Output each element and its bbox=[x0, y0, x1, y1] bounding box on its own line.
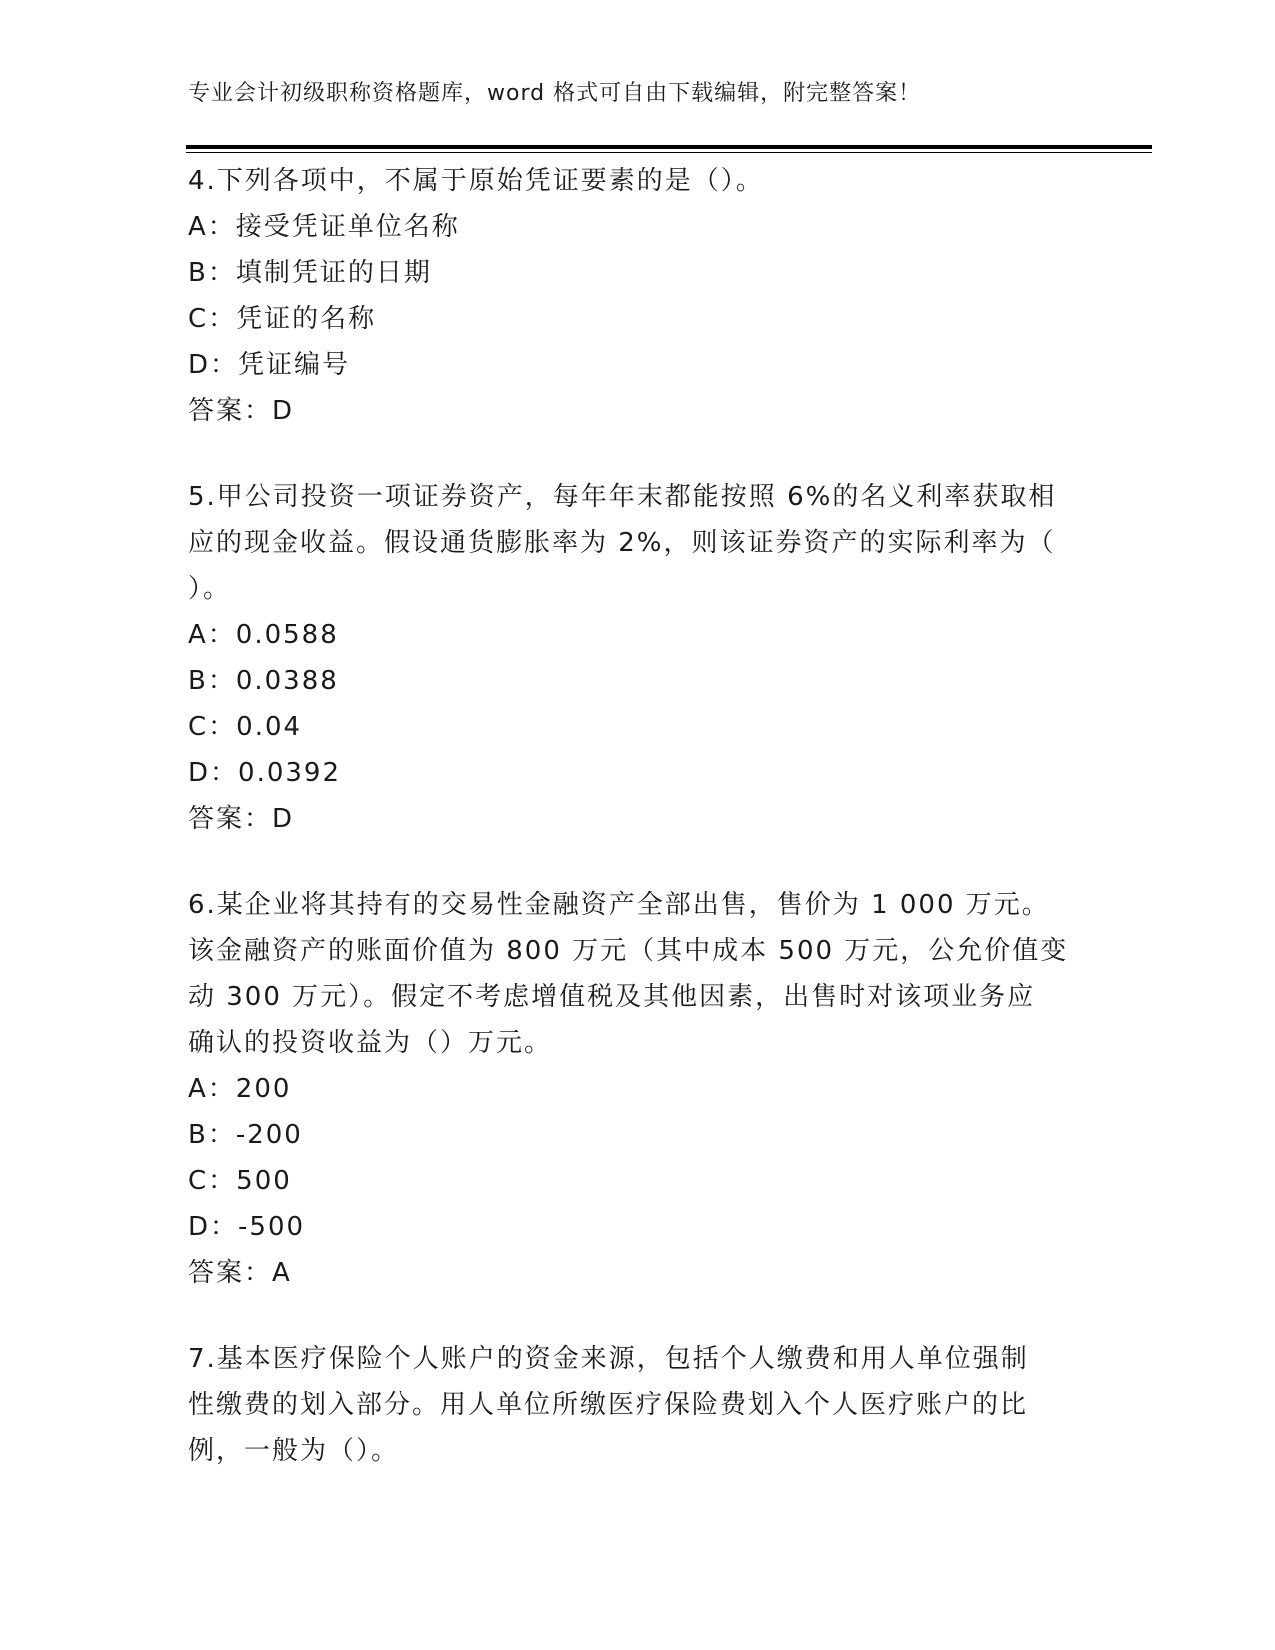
answer-option: C：凭证的名称 bbox=[188, 304, 377, 334]
header-rule-thin bbox=[186, 152, 1152, 153]
question-stem bbox=[188, 158, 1058, 204]
question-stem-line: ）。 bbox=[188, 574, 232, 604]
answer-option: C：500 bbox=[188, 1166, 292, 1196]
question-block bbox=[188, 158, 1058, 434]
question-stem-line: 5.甲公司投资一项证券资产，每年年末都能按照 6%的名义利率获取相 bbox=[188, 482, 1057, 512]
question-stem-line: 例，一般为（）。 bbox=[188, 1436, 400, 1466]
answer-key: 答案：A bbox=[188, 1258, 292, 1288]
header-rule-thick bbox=[186, 145, 1152, 149]
question-stem bbox=[188, 474, 1058, 612]
answer-option: A：接受凭证单位名称 bbox=[188, 212, 460, 242]
page-header: 专业会计初级职称资格题库，word 格式可自由下载编辑，附完整答案！ bbox=[188, 81, 922, 106]
answer-option: B：填制凭证的日期 bbox=[188, 258, 432, 288]
answer-key: 答案：D bbox=[188, 396, 295, 426]
question-spacer bbox=[188, 434, 1058, 474]
question-list bbox=[188, 158, 1069, 1474]
question-stem-line: 该金融资产的账面价值为 800 万元（其中成本 500 万元，公允价值变 bbox=[188, 936, 1069, 966]
question-stem-line: 6.某企业将其持有的交易性金融资产全部出售，售价为 1 000 万元。 bbox=[188, 890, 1050, 920]
question-spacer bbox=[188, 1296, 1058, 1336]
answer-option: D：-500 bbox=[188, 1212, 306, 1242]
question-block bbox=[188, 1336, 1058, 1474]
question-stem-line: 动 300 万元）。假定不考虑增值税及其他因素，出售时对该项业务应 bbox=[188, 982, 1036, 1012]
question-block bbox=[188, 474, 1058, 842]
question-stem-line: 应的现金收益。假设通货膨胀率为 2%，则该证券资产的实际利率为（ bbox=[188, 528, 1056, 558]
answer-option: B：-200 bbox=[188, 1120, 303, 1150]
question-block bbox=[188, 882, 1069, 1296]
answer-option: A：0.0588 bbox=[188, 620, 339, 650]
answer-key: 答案：D bbox=[188, 804, 295, 834]
answer-option: C：0.04 bbox=[188, 712, 303, 742]
question-stem-line: 性缴费的划入部分。用人单位所缴医疗保险费划入个人医疗账户的比 bbox=[188, 1390, 1029, 1420]
question-stem bbox=[188, 882, 1069, 1066]
answer-option: A：200 bbox=[188, 1074, 292, 1104]
answer-option: D：0.0392 bbox=[188, 758, 341, 788]
answer-option: D：凭证编号 bbox=[188, 350, 351, 380]
question-stem-line: 确认的投资收益为（）万元。 bbox=[188, 1028, 553, 1058]
question-stem-line: 7.基本医疗保险个人账户的资金来源，包括个人缴费和用人单位强制 bbox=[188, 1344, 1029, 1374]
question-spacer bbox=[188, 842, 1058, 882]
question-stem bbox=[188, 1336, 1058, 1474]
answer-option: B：0.0388 bbox=[188, 666, 339, 696]
question-stem-line: 4.下列各项中，不属于原始凭证要素的是（）。 bbox=[188, 166, 764, 196]
